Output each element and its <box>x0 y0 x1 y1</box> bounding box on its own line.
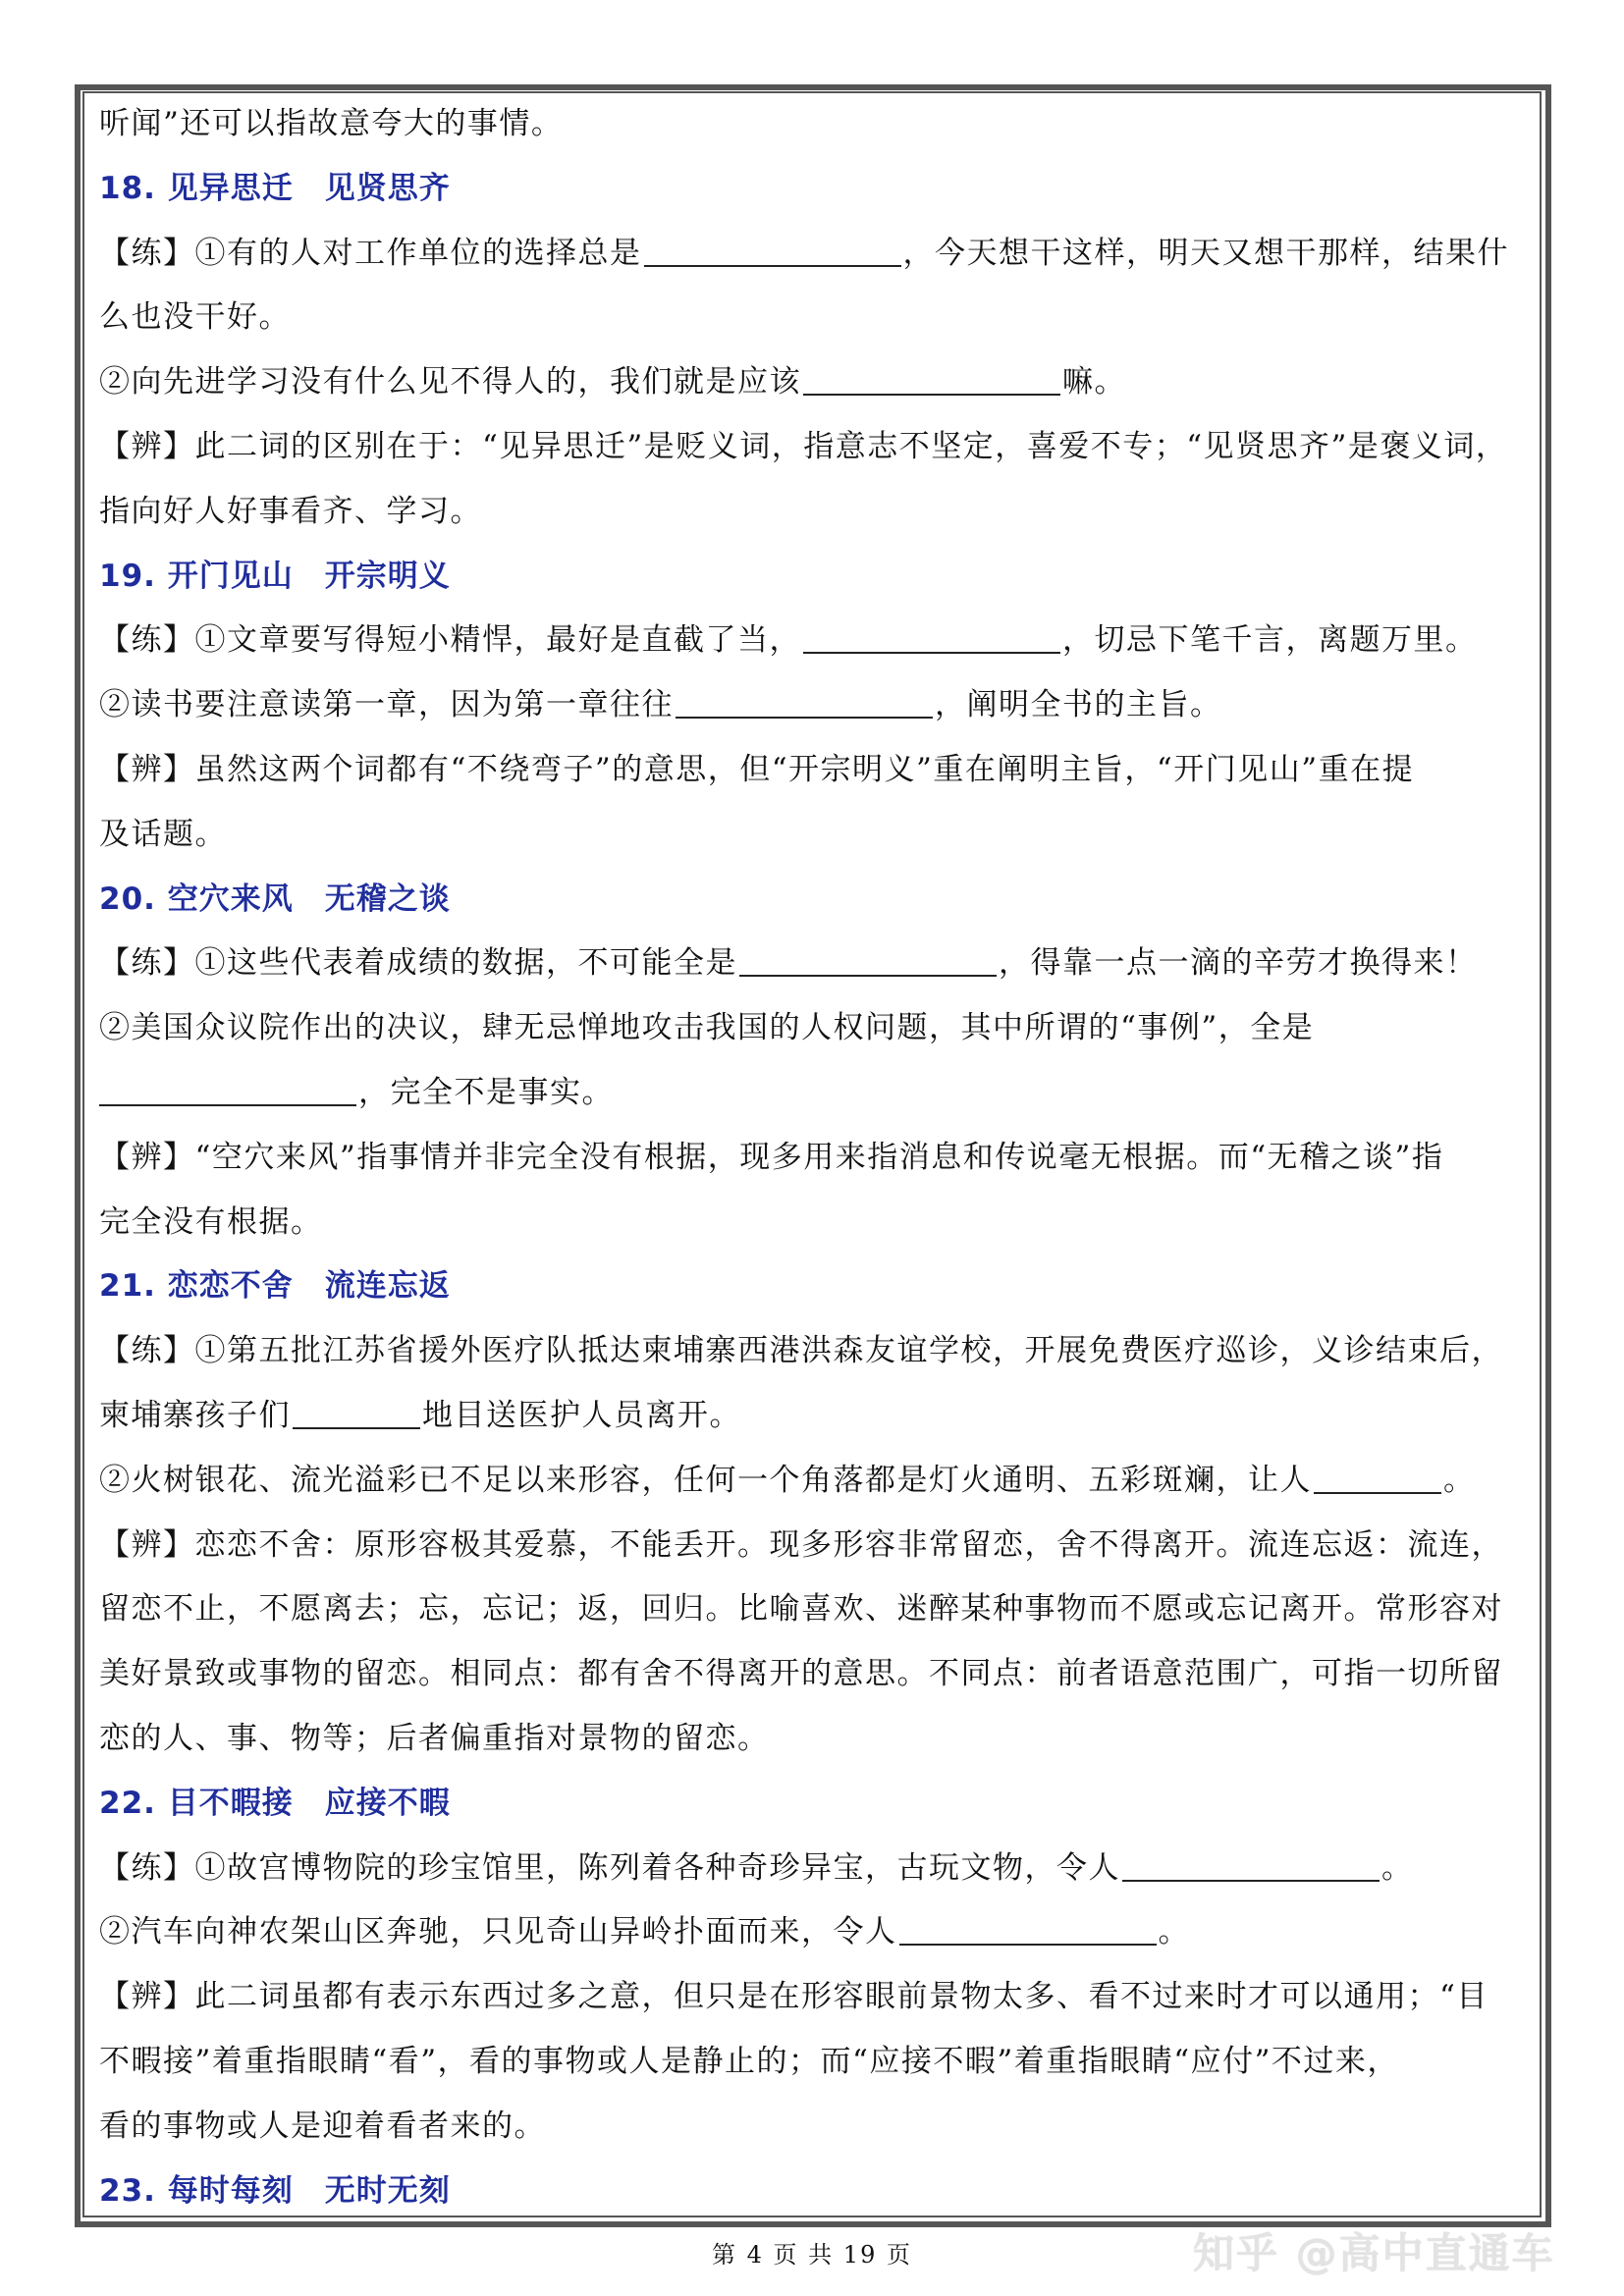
explanation-line: 看的事物或人是迎着看者来的。 <box>99 2108 546 2144</box>
explanation-line: 美好景致或事物的留恋。相同点：都有舍不得离开的意思。不同点：前者语意范围广，可指一切所留 <box>99 1656 1503 1692</box>
page-number: 第 4 页 共 19 页 <box>712 2241 912 2269</box>
entry-heading-23: 23. 每时每刻 无时无刻 <box>99 2172 451 2209</box>
answer-blank <box>644 236 901 267</box>
explanation-line: 及话题。 <box>99 816 227 852</box>
explanation-line: 【辨】恋恋不舍：原形容极其爱慕，不能丢开。现多形容非常留恋，舍不得离开。流连忘返：流连， <box>99 1526 1503 1563</box>
practice-line: 【练】①有的人对工作单位的选择总是 ，今天想干这样，明天又想干那样，结果什 <box>99 235 1509 271</box>
explanation-line: 留恋不止，不愿离去；忘，忘记；返，回归。比喻喜欢、迷醉某种事物而不愿或忘记离开。常形容对 <box>99 1591 1503 1628</box>
answer-blank <box>899 1914 1157 1946</box>
practice-line: 柬埔寨孩子们 地目送医护人员离开。 <box>99 1398 741 1433</box>
explanation-line: 【辨】此二词虽都有表示东西过多之意，但只是在形容眼前景物太多、看不过来时才可以通用；“目 <box>99 1979 1489 2015</box>
practice-line: ，完全不是事实。 <box>99 1071 614 1114</box>
explanation-line: 【辨】“空穴来风”指事情并非完全没有根据，现多用来指消息和传说毫无根据。而“无稽之谈”指 <box>99 1139 1444 1175</box>
practice-line: ②向先进学习没有什么见不得人的，我们就是应该 嘛。 <box>99 364 1126 400</box>
answer-blank <box>1122 1850 1380 1882</box>
entry-heading-19: 19. 开门见山 开宗明义 <box>99 558 451 594</box>
practice-line: 【练】①第五批江苏省援外医疗队抵达柬埔寨西港洪森友谊学校，开展免费医疗巡诊，义诊结束后， <box>99 1333 1503 1369</box>
text-line: 么也没干好。 <box>99 299 291 336</box>
practice-line: ②美国众议院作出的决议，肆无忌惮地攻击我国的人权问题，其中所谓的“事例”，全是 <box>99 1010 1315 1046</box>
entry-heading-20: 20. 空穴来风 无稽之谈 <box>99 881 451 917</box>
answer-blank <box>803 364 1060 396</box>
entry-heading-18: 18. 见异思迁 见贤思齐 <box>99 170 451 206</box>
watermark: 知乎 @高中直通车 <box>1193 2229 1555 2277</box>
explanation-line: 完全没有根据。 <box>99 1203 323 1240</box>
answer-blank <box>1314 1463 1441 1494</box>
explanation-line: 【辨】虽然这两个词都有“不绕弯子”的意思，但“开宗明义”重在阐明主旨，“开门见山”重在提 <box>99 752 1415 787</box>
answer-blank <box>676 687 933 719</box>
practice-line: 【练】①故宫博物院的珍宝馆里，陈列着各种奇珍异宝，古玩文物，令人 。 <box>99 1849 1414 1886</box>
practice-line: ②汽车向神农架山区奔驰，只见奇山异岭扑面而来，令人 。 <box>99 1914 1190 1950</box>
entry-heading-22: 22. 目不暇接 应接不暇 <box>99 1785 451 1821</box>
practice-line: 【练】①这些代表着成绩的数据，不可能全是 ，得靠一点一滴的辛劳才换得来！ <box>99 945 1478 982</box>
explanation-line: 指向好人好事看齐、学习。 <box>99 493 482 529</box>
explanation-line: 【辨】此二词的区别在于：“见异思迁”是贬义词，指意志不坚定，喜爱不专；“见贤思齐”是褒义词， <box>99 429 1508 464</box>
explanation-line: 不暇接”着重指眼睛“看”，看的事物或人是静止的；而“应接不暇”着重指眼睛“应付”不过来， <box>99 2044 1399 2079</box>
answer-blank <box>803 622 1060 654</box>
answer-blank <box>99 1075 356 1106</box>
practice-line: ②火树银花、流光溢彩已不足以来形容，任何一个角落都是灯火通明、五彩斑斓，让人 。 <box>99 1462 1476 1498</box>
practice-line: 【练】①文章要写得短小精悍，最好是直截了当， ，切忌下笔千言，离题万里。 <box>99 622 1478 659</box>
text-line: 听闻”还可以指故意夸大的事情。 <box>99 106 564 141</box>
practice-line: ②读书要注意读第一章，因为第一章往往 ，阐明全书的主旨。 <box>99 687 1222 723</box>
answer-blank <box>739 945 997 977</box>
answer-blank <box>293 1398 420 1429</box>
entry-heading-21: 21. 恋恋不舍 流连忘返 <box>99 1268 451 1305</box>
explanation-line: 恋的人、事、物等；后者偏重指对景物的留恋。 <box>99 1721 770 1756</box>
